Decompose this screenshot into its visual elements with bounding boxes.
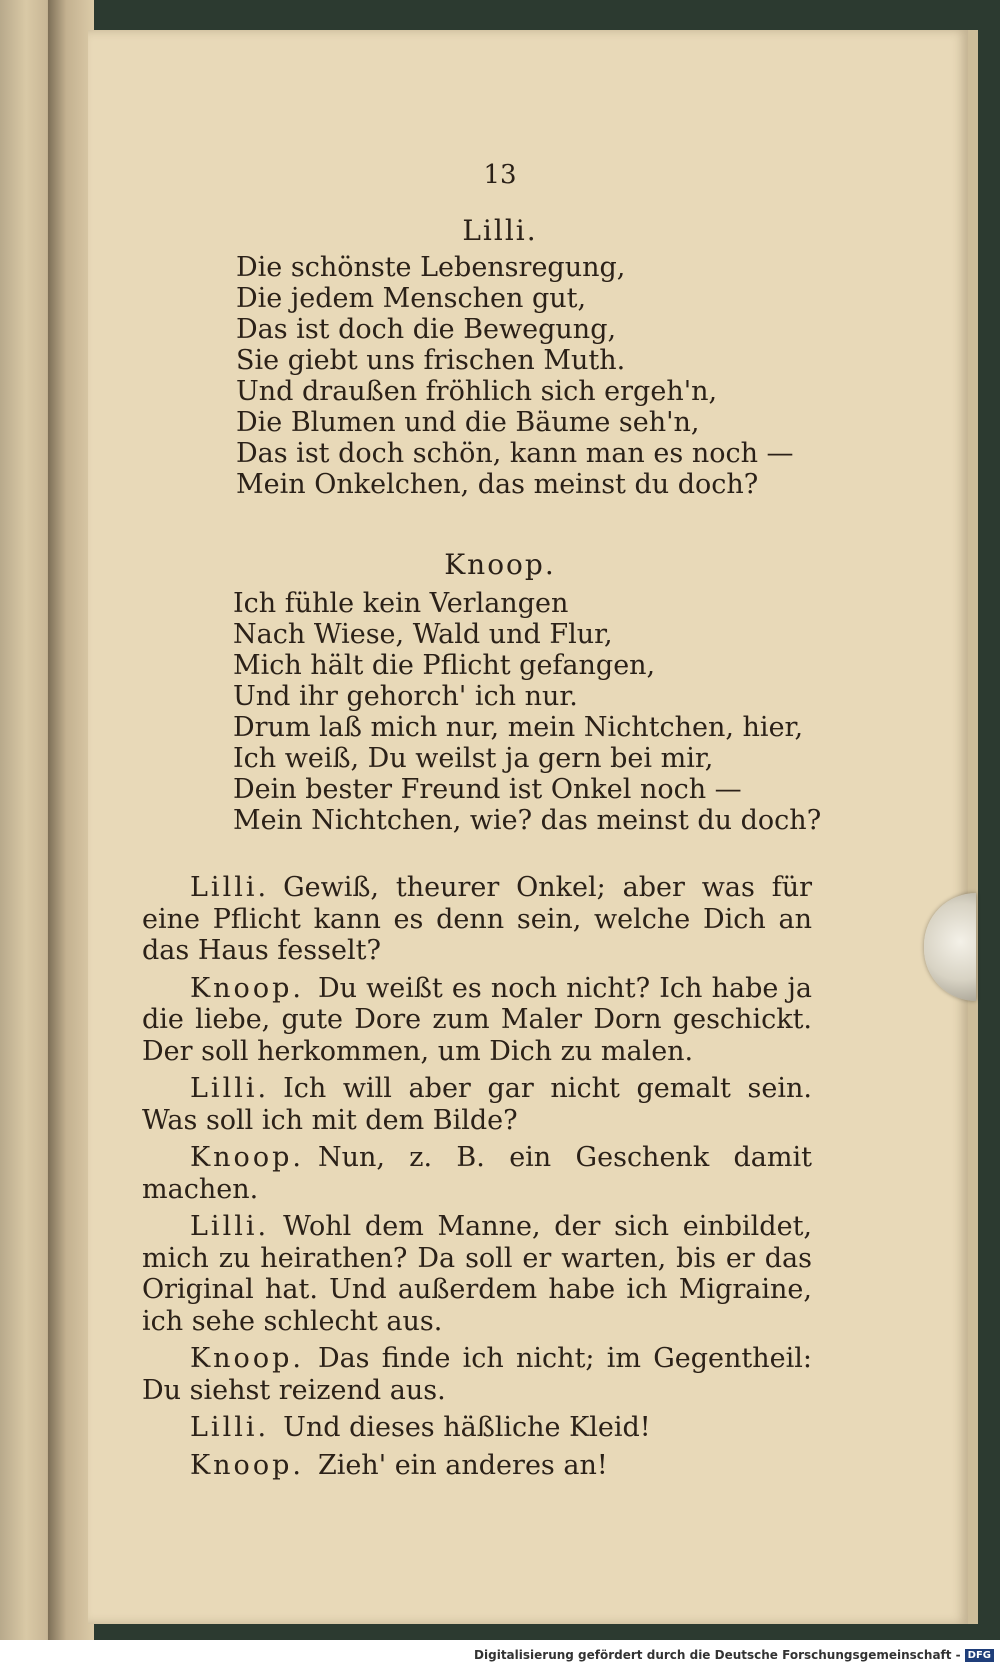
speaker-name: Lilli. — [190, 1412, 270, 1443]
verse-block-lilli — [236, 252, 794, 500]
verse-line: Mein Onkelchen, das meinst du doch? — [236, 469, 759, 500]
verse-line: Mein Nichtchen, wie? das meinst du doch? — [233, 805, 822, 836]
verse-line: Das ist doch schön, kann man es noch — — [236, 438, 794, 469]
speaker-name: Lilli. — [190, 1211, 270, 1242]
speaker-name: Lilli. — [190, 1073, 270, 1104]
dialogue-paragraph — [142, 1073, 812, 1136]
speaker-name: Knoop. — [190, 972, 304, 1004]
dialogue-text: Zieh' ein anderes an! — [317, 1449, 608, 1481]
dialogue-paragraph — [142, 1142, 812, 1205]
verse-line: Mich hält die Pflicht gefangen, — [233, 650, 656, 681]
dialogue-paragraph — [142, 872, 812, 967]
verse-line: Ich weiß, Du weilst ja gern bei mir, — [233, 743, 714, 774]
dialogue-prose — [142, 872, 812, 1487]
verse-block-knoop — [233, 588, 821, 836]
dialogue-text: Ich will aber gar nicht gemalt sein. Was soll ich mit dem Bilde? — [142, 1073, 812, 1136]
verse-line: Ich fühle kein Verlangen — [233, 588, 569, 619]
verse-line: Die schönste Lebensregung, — [236, 252, 626, 283]
verse-line: Sie giebt uns frischen Muth. — [236, 345, 626, 376]
footer-credit-text: Digitalisierung gefördert durch die Deutsche Forschungsgemeinschaft - — [474, 1648, 961, 1662]
dialogue-paragraph — [142, 1343, 812, 1406]
verse-line: Nach Wiese, Wald und Flur, — [233, 619, 613, 650]
speaker-heading-lilli: Lilli. — [462, 214, 538, 247]
dialogue-paragraph — [142, 1211, 812, 1337]
dialogue-paragraph — [142, 1412, 812, 1444]
verse-line: Die jedem Menschen gut, — [236, 283, 587, 314]
verse-line: Das ist doch die Bewegung, — [236, 314, 617, 345]
dialogue-paragraph — [142, 973, 812, 1068]
speaker-name: Lilli. — [190, 872, 270, 903]
dialogue-text: Gewiß, theurer Onkel; aber was für eine Pflicht kann es denn sein, welche Dich an das Haus fesselt? — [142, 872, 812, 966]
verse-line: Dein bester Freund ist Onkel noch — — [233, 774, 742, 805]
dialogue-text: Nun, z. B. ein Geschenk damit machen. — [142, 1142, 812, 1205]
dfg-logo: DFG — [965, 1649, 994, 1662]
speaker-name: Knoop. — [190, 1449, 304, 1481]
dialogue-text: Wohl dem Manne, der sich einbildet, mich zu heirathen? Da soll er warten, bis er das Original hat. Und außerdem habe ich Migraine, ich sehe schlecht aus. — [142, 1211, 812, 1337]
verse-line: Und draußen fröhlich sich ergeh'n, — [236, 376, 718, 407]
dialogue-paragraph — [142, 1450, 812, 1482]
page-right-edge — [968, 30, 978, 1624]
verse-line: Drum laß mich nur, mein Nichtchen, hier, — [233, 712, 804, 743]
dialogue-text: Du weißt es noch nicht? Ich habe ja die liebe, gute Dore zum Maler Dorn geschickt. Der soll herkommen, um Dich zu malen. — [142, 972, 812, 1067]
verse-line: Und ihr gehorch' ich nur. — [233, 681, 578, 712]
speaker-heading-knoop: Knoop. — [444, 548, 556, 581]
dialogue-text: Das finde ich nicht; im Gegentheil: Du siehst reizend aus. — [142, 1343, 812, 1406]
digitization-footer — [0, 1648, 1000, 1670]
verse-line: Die Blumen und die Bäume seh'n, — [236, 407, 700, 438]
dialogue-text: Und dieses häßliche Kleid! — [283, 1412, 651, 1443]
speaker-name: Knoop. — [190, 1142, 304, 1173]
speaker-name: Knoop. — [190, 1343, 304, 1374]
page-number: 13 — [483, 160, 517, 190]
